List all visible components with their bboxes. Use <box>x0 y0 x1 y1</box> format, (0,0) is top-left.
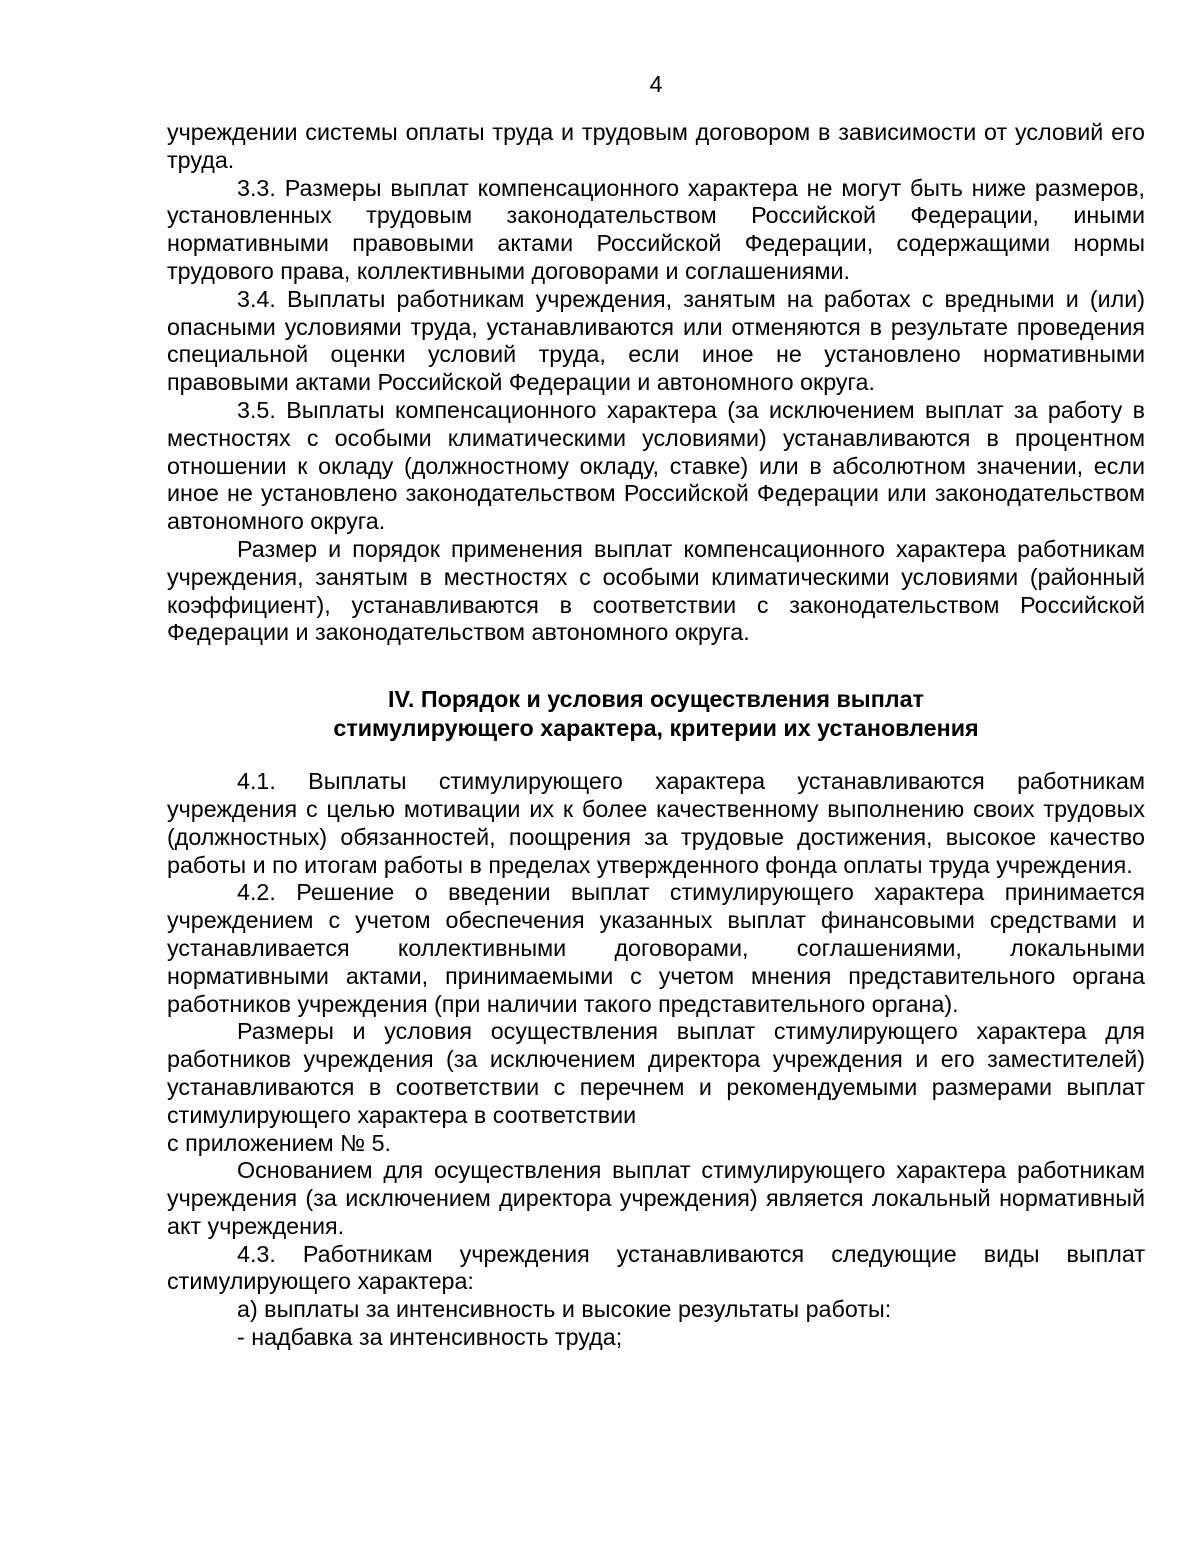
list-item-a: а) выплаты за интенсивность и высокие результаты работы: <box>237 1296 892 1323</box>
section-4-heading-line-1: IV. Порядок и условия осуществления выплат <box>388 686 924 713</box>
paragraph-3-3: 3.3. Размеры выплат компенсационного характера не могут быть ниже размеров, установленных трудовым законодательством Российской Федерации, иными нормативными правовыми актами Российской Федерации, содержащими нормы трудового права, коллективными договорами и соглашениями. <box>167 174 1145 284</box>
paragraph-4-2-sizes: Размеры и условия осуществления выплат стимулирующего характера для работников учреждения (за исключением директора учреждения и его заместителей) устанавливаются в соответствии с перечнем и рекомендуемыми размерами выплат стимулирующего характера в соответствии <box>167 1018 1145 1128</box>
document-body <box>167 119 1145 1352</box>
list-item-a-1: - надбавка за интенсивность труда; <box>237 1324 623 1351</box>
paragraph-3-4: 3.4. Выплаты работникам учреждения, занятым на работах с вредными и (или) опасными условиями труда, устанавливаются или отменяются в результате проведения специальной оценки условий труда, если иное не установлено нормативными правовыми актами Российской Федерации и автономного округа. <box>167 285 1145 396</box>
paragraph-4-2-basis: Основанием для осуществления выплат стимулирующего характера работникам учреждения (за исключением директора учреждения) является локальный нормативный акт учреждения. <box>167 1157 1145 1239</box>
section-4-heading-line-2: стимулирующего характера, критерии их установления <box>333 714 979 741</box>
page-number: 4 <box>649 71 663 97</box>
paragraph-4-2: 4.2. Решение о введении выплат стимулирующего характера принимается учреждением с учетом обеспечения указанных выплат финансовыми средствами и устанавливается коллективными договорами, соглашениями, локальными нормативными актами, принимаемыми с учетом мнения представительного органа работников учреждения (при наличии такого представительного органа). <box>167 879 1145 1017</box>
paragraph-4-3: 4.3. Работникам учреждения устанавливаются следующие виды выплат стимулирующего характера: <box>167 1240 1145 1295</box>
paragraph-continuation: учреждении системы оплаты труда и трудовым договором в зависимости от условий его труда. <box>167 119 1145 173</box>
paragraph-4-2-sizes-tail: с приложением № 5. <box>167 1129 392 1156</box>
paragraph-3-5: 3.5. Выплаты компенсационного характера (за исключением выплат за работу в местностях с особыми климатическими условиями) устанавливаются в процентном отношении к окладу (должностному окладу, ставке) или в абсолютном значении, если иное не установлено законодательством Российской Федерации или законодательством автономного округа. <box>167 396 1145 535</box>
section-4-heading <box>167 685 1145 742</box>
paragraph-4-1: 4.1. Выплаты стимулирующего характера устанавливаются работникам учреждения с целью мотивации их к более качественному выполнению своих трудовых (должностных) обязанностей, поощрения за трудовые достижения, высокое качество работы и по итогам работы в пределах утвержденного фонда оплаты труда учреждения. <box>167 768 1145 878</box>
paragraph-3-5-regional: Размер и порядок применения выплат компенсационного характера работникам учреждения, занятым в местностях с особыми климатическими условиями (районный коэффициент), устанавливаются в соответствии с законодательством Российской Федерации и законодательством автономного округа. <box>167 535 1145 646</box>
